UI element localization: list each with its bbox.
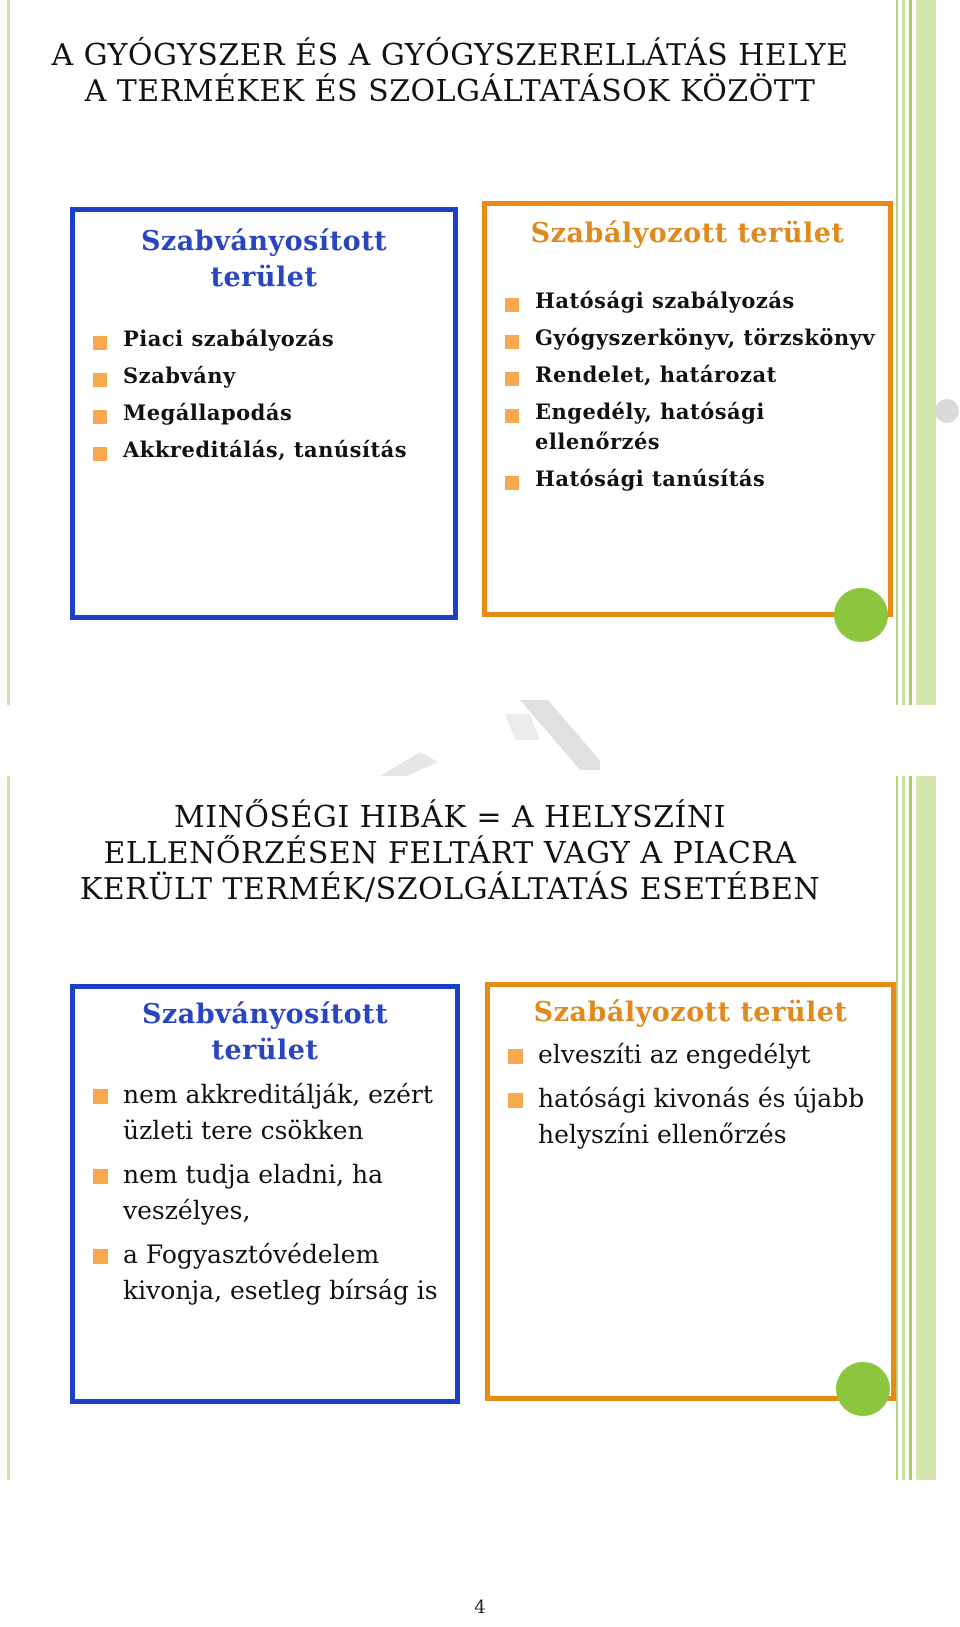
list-item: Engedély, hatósági ellenőrzés (487, 397, 888, 457)
list-item: Szabvány (75, 361, 453, 391)
slide-title (0, 800, 900, 908)
item-list (487, 286, 888, 494)
title-line: ELLENŐRZÉSEN FELTÁRT VAGY A PIACRA (103, 836, 797, 871)
item-list (490, 1037, 891, 1153)
list-item: Hatósági tanúsítás (487, 464, 888, 494)
green-circle-decor (836, 1362, 890, 1416)
slide-title (0, 38, 900, 110)
box-heading: Szabályozott terület (533, 997, 848, 1028)
list-item: nem akkreditálják, ezért üzleti tere csökken (75, 1077, 455, 1149)
page-number: 4 (474, 1597, 486, 1618)
right-decor-stripes (896, 0, 940, 705)
right-decor-stripes (896, 776, 940, 1480)
list-item: a Fogyasztóvédelem kivonja, esetleg bírság is (75, 1237, 455, 1309)
list-item: Akkreditálás, tanúsítás (75, 435, 453, 465)
list-item: elveszíti az engedélyt (490, 1037, 891, 1073)
slide-2 (0, 776, 960, 1480)
item-list (75, 324, 453, 465)
slide-1 (0, 0, 960, 705)
gray-circle-decor (935, 399, 959, 423)
list-item: Rendelet, határozat (487, 360, 888, 390)
list-item: Gyógyszerkönyv, törzskönyv (487, 323, 888, 353)
list-item: Megállapodás (75, 398, 453, 428)
list-item: hatósági kivonás és újabb helyszíni ellenőrzés (490, 1081, 891, 1153)
list-item: Hatósági szabályozás (487, 286, 888, 316)
box-heading: Szabványosított terület (140, 226, 388, 293)
list-item: nem tudja eladni, ha veszélyes, (75, 1157, 455, 1229)
green-circle-decor (834, 588, 888, 642)
box-heading: Szabványosított terület (141, 999, 389, 1066)
title-line: A GYÓGYSZER ÉS A GYÓGYSZERELLÁTÁS HELYE (51, 38, 849, 73)
title-line: KERÜLT TERMÉK/SZOLGÁLTATÁS ESETÉBEN (79, 872, 821, 907)
watermark-graphic (380, 700, 600, 780)
list-item: Piaci szabályozás (75, 324, 453, 354)
standardized-area-box (70, 984, 460, 1404)
box-heading: Szabályozott terület (530, 218, 845, 249)
regulated-area-box (482, 201, 893, 617)
item-list (75, 1077, 455, 1309)
regulated-area-box (485, 982, 896, 1401)
standardized-area-box (70, 207, 458, 620)
title-line: A TERMÉKEK ÉS SZOLGÁLTATÁSOK KÖZÖTT (84, 74, 816, 109)
title-line: MINŐSÉGI HIBÁK = A HELYSZÍNI (174, 800, 726, 835)
